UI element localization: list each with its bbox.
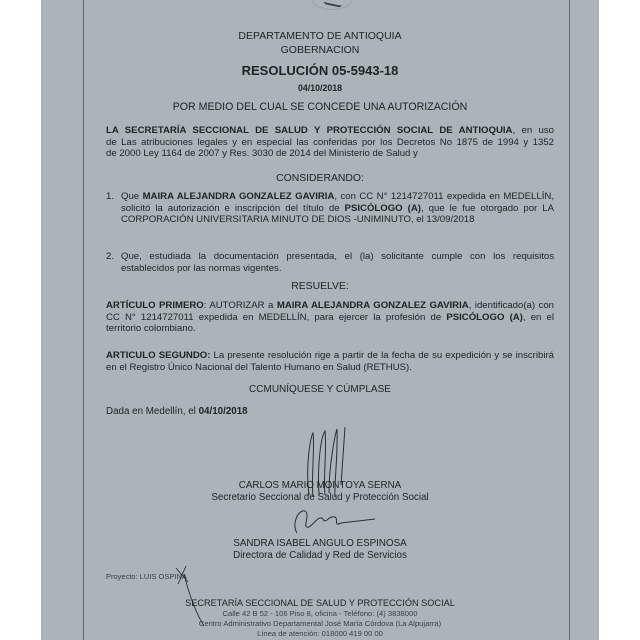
project-label: Proyecto: LUIS OSPINA bbox=[106, 572, 187, 581]
preamble-line-3: de 2000 Ley 1164 de 2007 y Res. 3030 de 2014 del Ministerio de Salud y bbox=[106, 148, 418, 160]
resuelve-heading: RESUELVE: bbox=[291, 281, 349, 292]
signer-1-role: Secretario Seccional de Salud y Protección Social bbox=[211, 492, 429, 503]
signer-2-role: Directora de Calidad y Red de Servicios bbox=[233, 550, 407, 561]
preamble: LA SECRETARÍA SECCIONAL DE SALUD Y PROTECCIÓN SOCIAL DE ANTIOQUIA, en uso de Las atribuciones legales y en especial las conferidas por los Decretos No 1875 de 1994 y 1352 de 2000 Ley 1164 de 2007 y Res. 3030 de 2014 del Ministerio de Salud y bbox=[106, 125, 554, 160]
articulo-primero-label: ARTÍCULO PRIMERO bbox=[106, 300, 204, 311]
articulo-primero: ARTÍCULO PRIMERO: AUTORIZAR a MAIRA ALEJANDRA GONZALEZ GAVIRIA, identificado(a) con CC N° 1214727011 expedida en MEDELLÍN, para ejercer la profesión de PSICÓLOGO (A), en el territorio colombiano. bbox=[106, 300, 554, 335]
considerando-heading: CONSIDERANDO: bbox=[276, 173, 364, 184]
document-page bbox=[41, 0, 599, 640]
professional-title: PSICÓLOGO (A) bbox=[344, 202, 421, 214]
resolution-date: 04/10/2018 bbox=[297, 83, 343, 93]
department-title: DEPARTAMENTO DE ANTIOQUIA bbox=[238, 30, 402, 42]
item-number: 1. bbox=[106, 191, 115, 202]
resolution-subject: POR MEDIO DEL CUAL SE CONCEDE UNA AUTORIZACIÓN bbox=[172, 101, 468, 113]
footer-title: SECRETARÍA SECCIONAL DE SALUD Y PROTECCIÓN SOCIAL bbox=[185, 598, 455, 608]
considerando-item-2: Que, estudiada la documentación presentada, el (la) solicitante cumple con los requisitos establecidos por las normas vigentes. bbox=[121, 251, 554, 274]
item-number: 2. bbox=[106, 251, 115, 262]
authority-name: LA SECRETARÍA SECCIONAL DE SALUD Y PROTECCIÓN SOCIAL DE ANTIOQUIA bbox=[106, 125, 513, 136]
articulo-segundo: ARTICULO SEGUNDO: La presente resolución rige a partir de la fecha de su expedición y se inscribirá en el Registro Único Nacional del Talento Humano en Salud (RETHUS). bbox=[106, 350, 554, 373]
signature-2-icon bbox=[289, 505, 379, 535]
considerando-item-1: Que MAIRA ALEJANDRA GONZALEZ GAVIRIA, con CC N° 1214727011 expedida en MEDELLÍN, solicitó la autorización e inscripción del título de PSICÓLOGO (A), que le fue otorgado por LA CORPORACIÓN UNIVERSITARIA MINUTO DE DIOS -UNIMINUTO, el 13/09/2018 bbox=[121, 191, 554, 226]
footer-hotline: Línea de atención: 018000 419 00 00 bbox=[257, 629, 383, 638]
given-in-text: Dada en Medellín, el 04/10/2018 bbox=[106, 406, 248, 417]
given-date: 04/10/2018 bbox=[198, 406, 248, 417]
footer-center: Centro Administrativo Departamental José María Córdova (La Alpujarra) bbox=[198, 619, 442, 628]
signer-2-name: SANDRA ISABEL ANGULO ESPINOSA bbox=[233, 538, 407, 549]
resolution-number: RESOLUCIÓN 05-5943-18 bbox=[241, 63, 399, 78]
government-title: GOBERNACION bbox=[280, 44, 360, 56]
signer-1-name: CARLOS MARIO MONTOYA SERNA bbox=[238, 480, 402, 491]
preamble-line-2: de Las atribuciones legales y en especial las conferidas por los Decretos No 1875 de 1994 y 1352 bbox=[106, 136, 554, 148]
articulo-segundo-label: ARTICULO SEGUNDO: bbox=[106, 350, 211, 361]
footer-address: Calle 42 B 52 - 106 Piso 8, oficina - Teléfono: (4) 3838000 bbox=[222, 609, 418, 618]
applicant-name: MAIRA ALEJANDRA GONZALEZ GAVIRIA bbox=[142, 191, 335, 202]
comuniquese-text: CCMUNÍQUESE Y CÚMPLASE bbox=[249, 384, 391, 395]
